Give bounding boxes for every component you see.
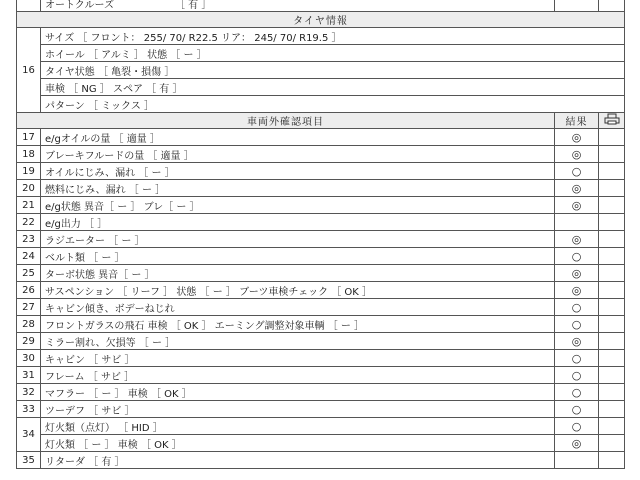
tire-wheel-line: ホイール ［ アルミ ］ 状態 ［ ー ］ <box>41 45 625 62</box>
tire-row-1 <box>17 28 625 45</box>
extra-cell <box>599 248 625 265</box>
result-mark: ○ <box>555 367 599 384</box>
tire-size-line: サイズ ［ フロント： 255/ 70/ R22.5 リア： 245/ 70/ R19.5 ］ <box>41 28 625 45</box>
row-number: 25 <box>17 265 41 282</box>
cruise-value: ［ 有 ］ <box>175 0 212 11</box>
tire-row-3 <box>17 62 625 79</box>
result-mark: ◎ <box>555 180 599 197</box>
table-row <box>17 248 625 265</box>
item-text: ラジエーター ［ ー ］ <box>41 231 555 248</box>
item-text: ミラー割れ、欠損等 ［ ー ］ <box>41 333 555 350</box>
table-row <box>17 231 625 248</box>
extra-cell <box>599 282 625 299</box>
row-35-result <box>555 452 599 469</box>
row-34-result1: ○ <box>555 418 599 435</box>
tire-pattern-line: パターン ［ ミックス ］ <box>41 96 625 113</box>
exterior-section-title: 車両外確認項目 <box>17 113 555 129</box>
cruise-row <box>17 0 625 12</box>
table-row <box>17 316 625 333</box>
table-row <box>17 384 625 401</box>
row-number: 31 <box>17 367 41 384</box>
row-number: 20 <box>17 180 41 197</box>
printer-icon-graphic <box>604 113 620 125</box>
exterior-header-row <box>17 113 625 129</box>
extra-cell <box>599 384 625 401</box>
item-text: フロントガラスの飛石 車検 ［ OK ］ エーミング調整対象車輌 ［ ー ］ <box>41 316 555 333</box>
result-mark: ○ <box>555 163 599 180</box>
extra-cell <box>599 146 625 163</box>
row-number: 21 <box>17 197 41 214</box>
item-text: ブレーキフルードの量 ［ 適量 ］ <box>41 146 555 163</box>
table-row <box>17 401 625 418</box>
result-mark: ○ <box>555 350 599 367</box>
result-mark: ○ <box>555 248 599 265</box>
extra-cell <box>599 214 625 231</box>
extra-cell <box>599 367 625 384</box>
result-mark: ○ <box>555 299 599 316</box>
row-number: 35 <box>17 452 41 469</box>
extra-cell <box>599 350 625 367</box>
row-number: 23 <box>17 231 41 248</box>
table-row <box>17 350 625 367</box>
result-mark: ○ <box>555 401 599 418</box>
result-mark: ◎ <box>555 197 599 214</box>
row-35-text: リターダ ［ 有 ］ <box>41 452 555 469</box>
row-number: 33 <box>17 401 41 418</box>
exterior-rows <box>17 129 625 418</box>
item-text: キャビン ［ サビ ］ <box>41 350 555 367</box>
extra-cell <box>599 316 625 333</box>
table-row <box>17 265 625 282</box>
item-text: キャビン傾き、ボデーねじれ <box>41 299 555 316</box>
row-number: 24 <box>17 248 41 265</box>
item-text: ツーデフ ［ サビ ］ <box>41 401 555 418</box>
result-mark: ◎ <box>555 265 599 282</box>
row-number: 19 <box>17 163 41 180</box>
extra-cell <box>599 265 625 282</box>
result-mark: ◎ <box>555 146 599 163</box>
result-mark: ◎ <box>555 282 599 299</box>
tire-section-title: タイヤ情報 <box>17 12 625 28</box>
tire-row-4 <box>17 79 625 96</box>
tire-row-5 <box>17 96 625 113</box>
row-number: 34 <box>17 418 41 452</box>
row-number: 26 <box>17 282 41 299</box>
row-34-result2: ◎ <box>555 435 599 452</box>
item-text: ターボ状態 異音［ ー ］ <box>41 265 555 282</box>
row-number: 32 <box>17 384 41 401</box>
table-row <box>17 146 625 163</box>
extra-cell <box>599 401 625 418</box>
row-34-line1: 灯火類（点灯） ［ HID ］ <box>41 418 555 435</box>
row-number: 27 <box>17 299 41 316</box>
table-row <box>17 214 625 231</box>
item-text: e/g状態 異音［ ー ］ ブレ［ ー ］ <box>41 197 555 214</box>
row-34-line2: 灯火類 ［ ー ］ 車検 ［ OK ］ <box>41 435 555 452</box>
extra-cell <box>599 299 625 316</box>
extra-cell <box>599 197 625 214</box>
extra-cell <box>599 231 625 248</box>
row-number: 17 <box>17 129 41 146</box>
item-text: e/g出力 ［ ］ <box>41 214 555 231</box>
row-number: 30 <box>17 350 41 367</box>
cruise-label: オートクルーズ <box>45 0 114 11</box>
tire-inspection-line: 車検 ［ NG ］ スペア ［ 有 ］ <box>41 79 625 96</box>
table-row <box>17 299 625 316</box>
result-mark: ◎ <box>555 231 599 248</box>
item-text: フレーム ［ サビ ］ <box>41 367 555 384</box>
row-number: 16 <box>17 28 41 113</box>
extra-cell <box>599 129 625 146</box>
inspection-table <box>16 0 625 469</box>
result-mark: ○ <box>555 384 599 401</box>
item-text: 燃料にじみ、漏れ ［ ー ］ <box>41 180 555 197</box>
result-mark: ◎ <box>555 333 599 350</box>
table-row <box>17 197 625 214</box>
row-number: 18 <box>17 146 41 163</box>
row-34a <box>17 418 625 435</box>
table-row <box>17 180 625 197</box>
result-column-header: 結果 <box>555 113 599 129</box>
table-row <box>17 129 625 146</box>
row-number: 29 <box>17 333 41 350</box>
extra-cell <box>599 180 625 197</box>
row-35 <box>17 452 625 469</box>
table-row <box>17 367 625 384</box>
table-row <box>17 163 625 180</box>
item-text: オイルにじみ、漏れ ［ ー ］ <box>41 163 555 180</box>
result-mark <box>555 214 599 231</box>
item-text: サスペンション ［ リーフ ］ 状態 ［ ー ］ ブーツ車検チェック ［ OK ］ <box>41 282 555 299</box>
result-mark: ◎ <box>555 129 599 146</box>
result-mark: ○ <box>555 316 599 333</box>
printer-icon[interactable] <box>599 113 625 129</box>
table-row <box>17 333 625 350</box>
extra-cell <box>599 163 625 180</box>
tire-row-2 <box>17 45 625 62</box>
row-number: 22 <box>17 214 41 231</box>
table-row <box>17 282 625 299</box>
row-34b <box>17 435 625 452</box>
item-text: ベルト類 ［ ー ］ <box>41 248 555 265</box>
row-number: 28 <box>17 316 41 333</box>
extra-cell <box>599 333 625 350</box>
item-text: e/gオイルの量 ［ 適量 ］ <box>41 129 555 146</box>
tire-condition-line: タイヤ状態 ［ 亀裂・損傷 ］ <box>41 62 625 79</box>
tire-header-row <box>17 12 625 28</box>
item-text: マフラー ［ ー ］ 車検 ［ OK ］ <box>41 384 555 401</box>
